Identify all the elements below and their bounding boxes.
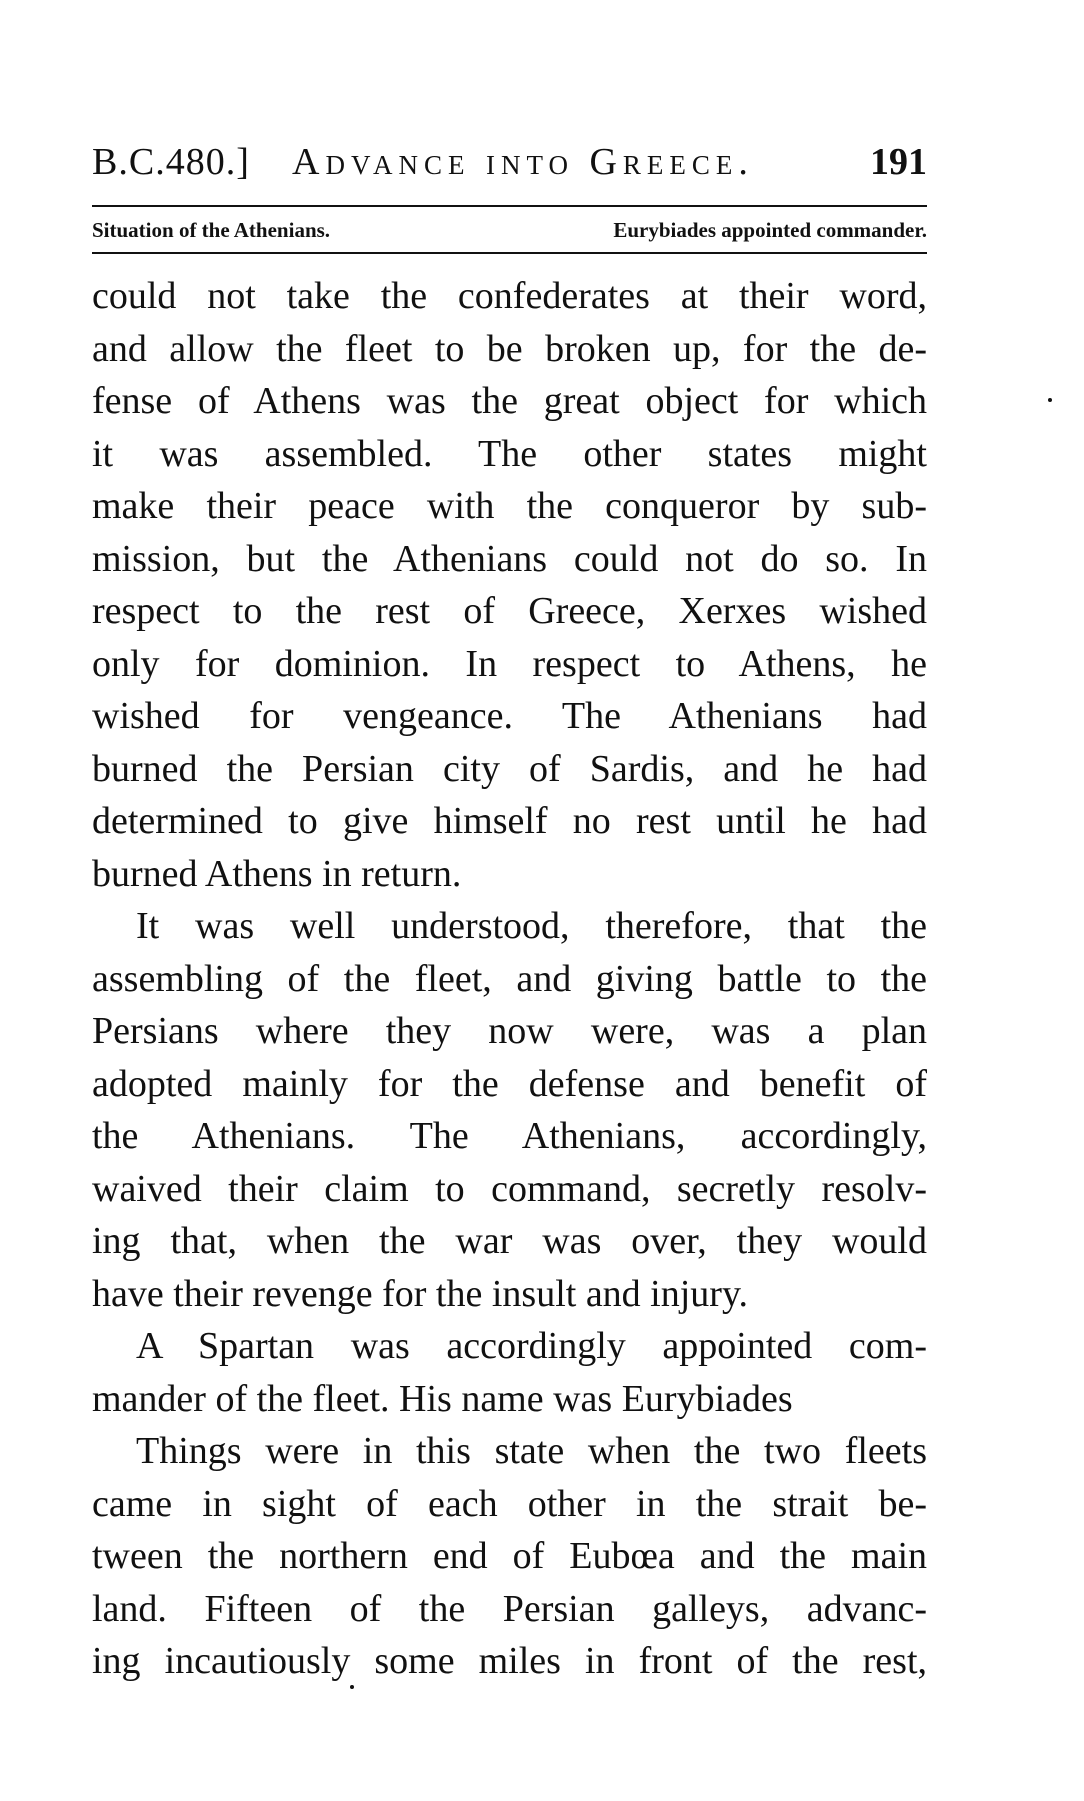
text-line: assembling of the fleet, and giving battle to the — [92, 957, 927, 1000]
text-line: could not take the confederates at their word, — [92, 275, 927, 317]
text-line: adopted mainly for the defense and benefit of — [92, 1062, 927, 1105]
header-rule-bottom — [92, 252, 927, 254]
running-header-date: B.C.480.] — [92, 141, 250, 183]
print-speck — [350, 1685, 354, 1689]
text-line: the Athenians. The Athenians, accordingly, — [92, 1115, 927, 1157]
subhead-left: Situation of the Athenians. — [92, 218, 331, 242]
text-line: Persians where they now were, was a plan — [92, 1010, 927, 1052]
body-text — [92, 270, 927, 1688]
text-line: came in sight of each other in the strait be- — [92, 1482, 927, 1525]
print-speck — [1048, 398, 1052, 402]
text-line: burned Athens in return. — [92, 852, 462, 895]
page-number: 191 — [870, 141, 927, 183]
text-line: it was assembled. The other states might — [92, 432, 927, 475]
header-rule-top — [92, 205, 927, 207]
marginal-subheads — [92, 212, 927, 248]
text-line: mander of the fleet. His name was Eurybiades — [92, 1377, 793, 1420]
text-line: burned the Persian city of Sardis, and he had — [92, 747, 927, 790]
text-line: wished for vengeance. The Athenians had — [92, 695, 927, 737]
running-header-title: Advance into Greece. — [292, 141, 754, 183]
text-line: land. Fifteen of the Persian galleys, advanc- — [92, 1587, 927, 1630]
text-line: and allow the fleet to be broken up, for the de- — [92, 327, 927, 370]
text-line: waived their claim to command, secretly resolv- — [92, 1167, 927, 1210]
text-line: make their peace with the conqueror by sub- — [92, 485, 927, 527]
text-line: only for dominion. In respect to Athens, he — [92, 642, 927, 685]
subhead-right: Eurybiades appointed commander. — [613, 218, 927, 242]
text-line: Things were in this state when the two fleets — [136, 1430, 927, 1472]
text-line: ing that, when the war was over, they would — [92, 1220, 927, 1262]
text-line: determined to give himself no rest until he had — [92, 800, 927, 842]
text-line: have their revenge for the insult and injury. — [92, 1272, 748, 1315]
running-header — [92, 140, 927, 200]
text-line: It was well understood, therefore, that the — [136, 905, 927, 947]
text-line: A Spartan was accordingly appointed com- — [136, 1325, 927, 1367]
text-line: fense of Athens was the great object for which — [92, 380, 927, 422]
text-line: tween the northern end of Eubœa and the main — [92, 1535, 927, 1577]
text-line: mission, but the Athenians could not do so. In — [92, 537, 927, 580]
text-line: respect to the rest of Greece, Xerxes wished — [92, 590, 927, 632]
text-line: ing incautiously some miles in front of the rest, — [92, 1640, 927, 1682]
